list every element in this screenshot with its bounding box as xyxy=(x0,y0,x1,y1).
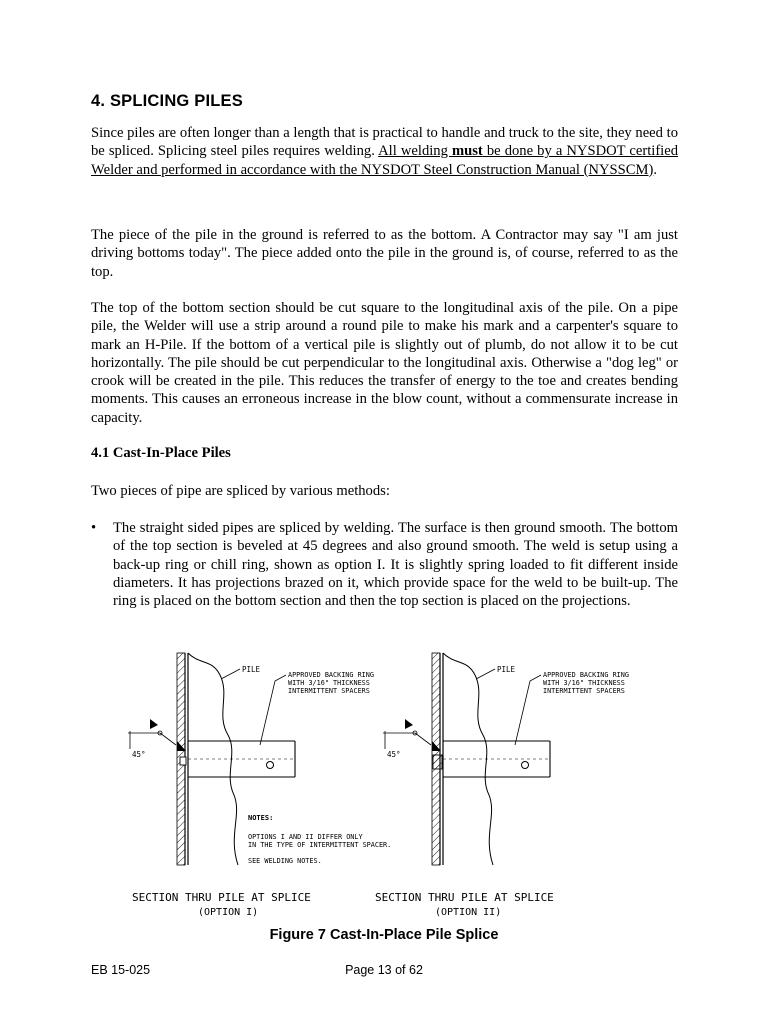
pile-label: PILE xyxy=(497,665,516,674)
section-heading: 4. SPLICING PILES xyxy=(91,92,243,110)
section-title-left: SECTION THRU PILE AT SPLICE xyxy=(132,891,311,904)
bullet-symbol: • xyxy=(91,520,97,536)
angle-label: 45° xyxy=(132,750,146,759)
ring-label-line-1: APPROVED BACKING RING xyxy=(288,671,374,679)
underlined-text: All welding xyxy=(378,143,452,160)
ring-label-line-2: WITH 3/16" THICKNESS xyxy=(288,679,370,687)
drawing-notes xyxy=(248,814,391,865)
bullet-list xyxy=(91,519,678,610)
spacer-hole xyxy=(267,762,274,769)
ring-label-line-2: WITH 3/16" THICKNESS xyxy=(543,679,625,687)
angle-label: 45° xyxy=(387,750,401,759)
ring-label-line-3: INTERMITTENT SPACERS xyxy=(543,687,625,695)
paragraph-methods-intro: Two pieces of pipe are spliced by various methods: xyxy=(91,483,390,499)
ring-label-line-1: APPROVED BACKING RING xyxy=(543,671,629,679)
notes-line-2: IN THE TYPE OF INTERMITTENT SPACER. xyxy=(248,841,392,849)
notes-line-3: SEE WELDING NOTES. xyxy=(248,857,322,865)
paragraph-bottom-top: The piece of the pile in the ground is referred to as the bottom. A Contractor may say "I am just driving bottoms today". The piece added onto the pile in the ground is, of course, referred to as the top. xyxy=(91,227,678,280)
spacer-option-1 xyxy=(180,757,186,765)
pile-label: PILE xyxy=(242,665,261,674)
subsection-heading: 4.1 Cast-In-Place Piles xyxy=(91,445,231,461)
paragraph-splicing-intro xyxy=(91,124,678,179)
bold-must: must xyxy=(451,143,483,160)
spacer-hole xyxy=(522,762,529,769)
underlined-text-2: be done by a NYSDOT certified Welder and performed in accordance with the NYSDOT Steel Construction Manual (NYSSCM) xyxy=(91,143,679,178)
option-label-right: (OPTION II) xyxy=(435,907,502,918)
figure-caption: Figure 7 Cast-In-Place Pile Splice xyxy=(269,927,499,943)
bullet-item: The straight sided pipes are spliced by welding. The surface is then ground smooth. The bottom of the top section is beveled at 45 degrees and also ground smooth. The weld is setup using a back-up ring or chill ring, shown as option I. It is slightly spring loaded to fit different inside diameters. It has projections brazed on it, which provide space for the weld to be built-up. The ring is placed on the bottom section and then the top section is placed on the projections. xyxy=(113,520,678,610)
notes-title: NOTES: xyxy=(248,814,274,822)
option-label-left: (OPTION I) xyxy=(198,907,259,918)
footer-document-id: EB 15-025 xyxy=(91,963,151,977)
notes-line-1: OPTIONS I AND II DIFFER ONLY xyxy=(248,833,363,841)
right-detail xyxy=(375,653,629,918)
left-detail xyxy=(128,653,374,918)
footer-page-number: Page 13 of 62 xyxy=(345,963,423,977)
paragraph-text: Since piles are often longer than a length that is practical to handle and truck to the site, they need to be spliced. Splicing steel piles requires welding. xyxy=(91,125,678,160)
paragraph-cut-square: The top of the bottom section should be cut square to the longitudinal axis of the pile. On a pipe pile, the Welder will use a strip around a round pile to make his mark and a carpenter's square to mark an H-Pile. If the bottom of a vertical pile is slightly out of plumb, do not allow it to be cut horizontally. The pile should be cut perpendicular to the longitudinal axis. Otherwise a "dog leg" or crook will be created in the pile. This reduces the transfer of energy to the toe and creates bending moments. This causes an erroneous increase in the blow count, without a commensurate increase in capacity. xyxy=(91,300,678,426)
pile-splice-drawing xyxy=(120,645,660,925)
paragraph-period: . xyxy=(653,161,657,178)
spacer-option-2 xyxy=(433,755,442,769)
ring-label-line-3: INTERMITTENT SPACERS xyxy=(288,687,370,695)
section-title-right: SECTION THRU PILE AT SPLICE xyxy=(375,891,554,904)
